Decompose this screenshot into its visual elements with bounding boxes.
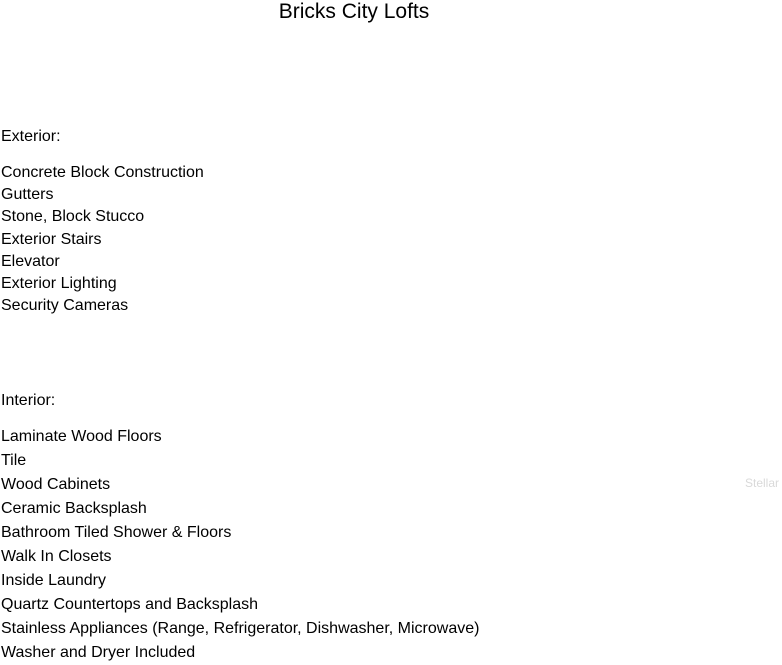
watermark: Stellar (745, 476, 780, 490)
document-title: Bricks City Lofts (278, 0, 430, 23)
exterior-item: Concrete Block Construction (1, 164, 204, 181)
interior-item: Wood Cabinets (1, 476, 111, 493)
exterior-item: Security Cameras (1, 297, 129, 315)
exterior-item: Elevator (1, 252, 60, 270)
exterior-item: Exterior Stairs (1, 230, 102, 248)
interior-features-list (1, 425, 479, 665)
interior-item: Ceramic Backsplash (1, 500, 147, 517)
interior-item: Laminate Wood Floors (1, 428, 162, 445)
interior-heading: Interior: (1, 392, 56, 409)
exterior-item: Gutters (1, 186, 54, 204)
exterior-item: Stone, Block Stucco (1, 208, 145, 226)
interior-item: Bathroom Tiled Shower & Floors (1, 524, 232, 541)
interior-item: Inside Laundry (1, 572, 106, 589)
exterior-features-list (1, 162, 204, 317)
exterior-heading: Exterior: (1, 128, 61, 145)
interior-item: Washer and Dryer Included (1, 644, 196, 661)
interior-item: Quartz Countertops and Backsplash (1, 596, 259, 613)
interior-item: Tile (1, 452, 27, 469)
interior-item: Stainless Appliances (Range, Refrigerator, Dishwasher, Microwave) (1, 620, 480, 637)
exterior-item: Exterior Lighting (1, 274, 117, 292)
interior-item: Walk In Closets (1, 548, 112, 565)
